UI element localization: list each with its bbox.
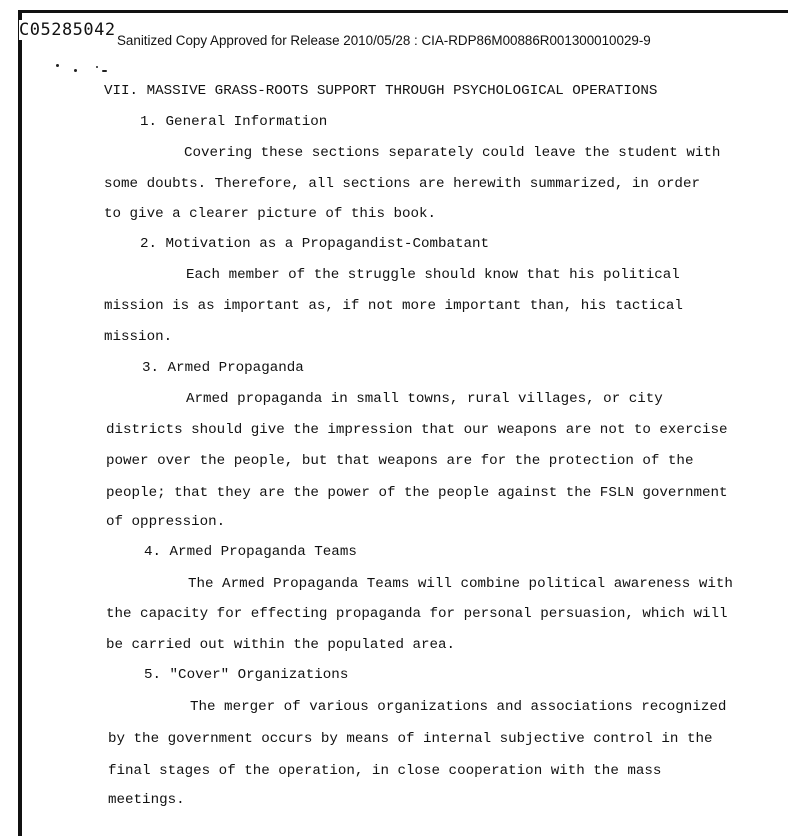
body-line: some doubts. Therefore, all sections are herewith summarized, in order (104, 176, 700, 192)
item-heading: 5. "Cover" Organizations (144, 667, 349, 683)
item-heading: 4. Armed Propaganda Teams (144, 544, 357, 560)
body-line: districts should give the impression that our weapons are not to exercise (106, 422, 728, 438)
body-line: final stages of the operation, in close cooperation with the mass (108, 763, 662, 779)
body-line: people; that they are the power of the people against the FSLN government (106, 485, 728, 501)
item-heading: 3. Armed Propaganda (142, 360, 304, 376)
scan-specks (52, 58, 132, 82)
body-line: Each member of the struggle should know that his political (186, 267, 680, 283)
body-line: The merger of various organizations and associations recognized (190, 699, 727, 715)
body-line: Covering these sections separately could leave the student with (184, 145, 721, 161)
body-line: mission. (104, 329, 173, 345)
section-heading: VII. MASSIVE GRASS-ROOTS SUPPORT THROUGH PSYCHOLOGICAL OPERATIONS (104, 83, 658, 99)
page-top-border (18, 10, 788, 13)
body-line: Armed propaganda in small towns, rural villages, or city (186, 391, 663, 407)
item-heading: 1. General Information (140, 114, 328, 130)
body-line: mission is as important as, if not more important than, his tactical (104, 298, 683, 314)
body-line: by the government occurs by means of internal subjective control in the (108, 731, 713, 747)
body-line: The Armed Propaganda Teams will combine political awareness with (188, 576, 733, 592)
document-id: C05285042 (19, 20, 116, 40)
body-line: to give a clearer picture of this book. (104, 206, 437, 222)
body-line: be carried out within the populated area. (106, 637, 456, 653)
body-line: the capacity for effecting propaganda for personal persuasion, which will (106, 606, 728, 622)
body-line: power over the people, but that weapons are for the protection of the (106, 453, 694, 469)
item-heading: 2. Motivation as a Propagandist-Combatant (140, 236, 490, 252)
page-left-border (18, 10, 22, 836)
body-line: meetings. (108, 792, 185, 808)
body-line: of oppression. (106, 514, 226, 530)
release-stamp: Sanitized Copy Approved for Release 2010/05/28 : CIA-RDP86M00886R001300010029-9 (117, 33, 651, 48)
